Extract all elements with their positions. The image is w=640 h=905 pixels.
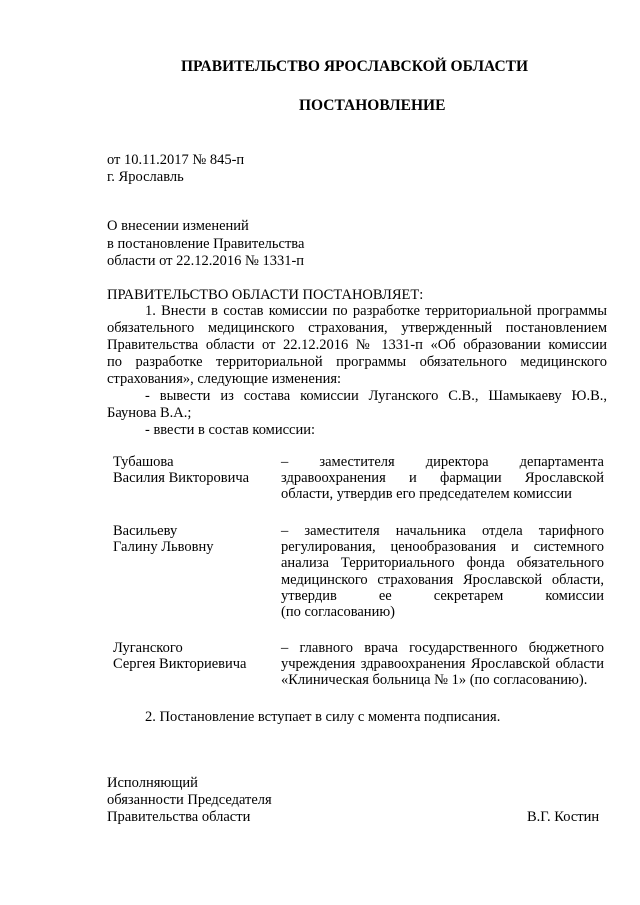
member-name [113,640,273,672]
member-role [281,454,604,503]
member-role-line: «Клиническая больница № 1» (по согласованию). [281,672,588,689]
member-role-line: медицинского страхования Ярославской области, [281,571,604,588]
member-name-line: Василия Викторовича [113,470,250,487]
member-role-line: утвердив ее секретарем комиссии [281,587,604,604]
signatory-position-line: обязанности Председателя [107,792,272,808]
member-role-line: анализа Территориального фонда обязательного [281,555,604,572]
member-role-line: – заместителя начальника отдела тарифного [281,523,604,539]
member-name [113,523,273,555]
signatory-name: В.Г. Костин [527,809,600,825]
member-role-line: регулирования, ценообразования и системного [281,539,604,556]
remove-members-line: Баунова В.А.; [107,405,192,421]
member-name-line: Сергея Викториевича [113,656,247,673]
date-number: от 10.11.2017 № 845-п [107,152,245,168]
signatory-position-line: Правительства области [107,809,251,825]
member-role-line: здравоохранения и фармации Ярославской [281,470,604,487]
paragraph-2: 2. Постановление вступает в силу с момента подписания. [145,709,501,725]
member-name-line: Луганского [113,640,183,656]
member-name-line: Тубашова [113,454,174,470]
signatory-position-line: Исполняющий [107,775,198,791]
member-role-line: учреждения здравоохранения Ярославской области [281,656,604,673]
member-role-line: – главного врача государственного бюджетного [281,640,604,656]
government-title: ПРАВИТЕЛЬСТВО ЯРОСЛАВСКОЙ ОБЛАСТИ [181,58,529,75]
subject-line: в постановление Правительства [107,236,305,252]
city: г. Ярославль [107,169,184,185]
member-role-line: (по согласованию) [281,604,395,621]
paragraph-1-line: 1. Внести в состав комиссии по разработке территориальной программы [145,303,607,319]
member-role-line: области, утвердив его председателем комиссии [281,486,572,503]
subject-line: области от 22.12.2016 № 1331-п [107,253,305,269]
member-role [281,640,604,689]
paragraph-1-line: по разработке территориальной программы обязательного медицинского [107,354,607,370]
member-name-line: Васильеву [113,523,178,539]
subject-line: О внесении изменений [107,218,249,234]
member-role-line: – заместителя директора департамента [281,454,604,470]
member-name [113,454,273,486]
paragraph-1-line: страхования», следующие изменения: [107,371,342,387]
member-name-line: Галину Львовну [113,539,214,556]
remove-members-line: - вывести из состава комиссии Луганского С.В., Шамыкаеву Ю.В., [145,388,607,404]
add-members-intro: - ввести в состав комиссии: [145,422,316,438]
paragraph-1-line: Правительства области от 22.12.2016 № 1331-п «Об образовании комиссии [107,337,607,353]
member-role [281,523,604,620]
paragraph-1-line: обязательного медицинского страхования, утвержденный постановлением [107,320,607,336]
decree-statement: ПРАВИТЕЛЬСТВО ОБЛАСТИ ПОСТАНОВЛЯЕТ: [107,287,424,303]
document-type-title: ПОСТАНОВЛЕНИЕ [299,97,446,114]
